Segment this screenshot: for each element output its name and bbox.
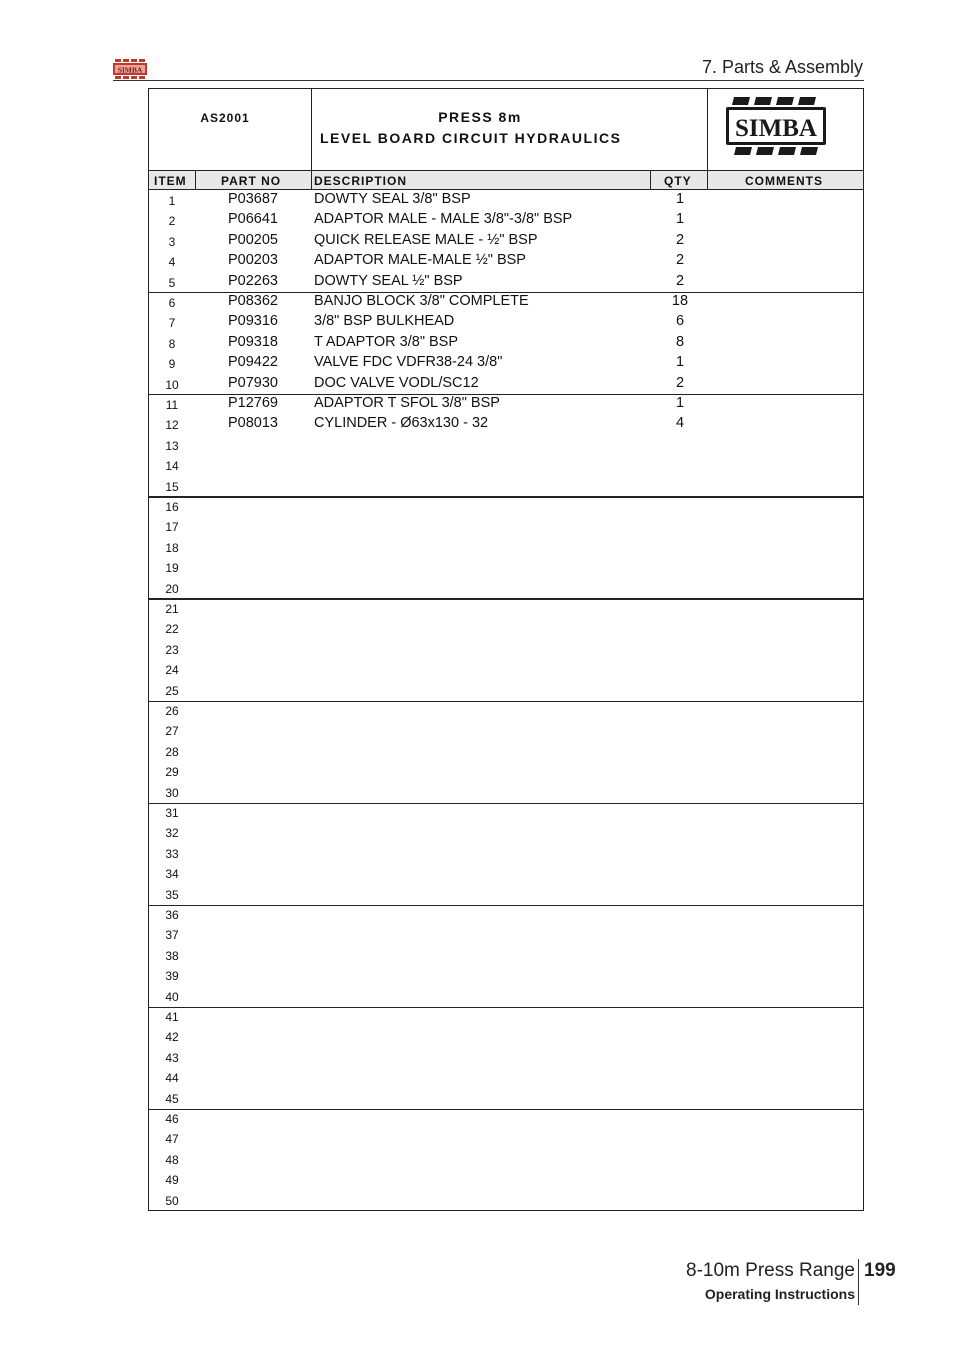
item-number: 46 <box>165 1112 179 1126</box>
item-number: 34 <box>165 867 179 882</box>
assembly-code: AS2001 <box>200 111 250 125</box>
column-header-qty: QTY <box>664 174 692 188</box>
item-number: 39 <box>165 969 179 984</box>
part-description: DOWTY SEAL 3/8" BSP <box>314 191 471 207</box>
footer-product-name: 8-10m Press Range <box>686 1260 855 1281</box>
item-number: 11 <box>165 398 179 412</box>
item-partno-divider <box>195 170 196 190</box>
part-quantity: 2 <box>675 272 685 289</box>
item-number: 48 <box>165 1152 179 1167</box>
group-separator <box>149 905 863 906</box>
item-number: 32 <box>165 826 179 841</box>
part-number: P09316 <box>228 313 278 330</box>
simba-logo-cell <box>708 89 863 170</box>
item-number: 44 <box>165 1071 179 1086</box>
part-quantity: 2 <box>675 374 685 391</box>
item-number: 47 <box>165 1132 179 1147</box>
part-quantity: 6 <box>675 313 685 330</box>
footer-divider <box>858 1259 859 1305</box>
item-number: 49 <box>165 1173 179 1188</box>
part-quantity: 2 <box>675 231 685 248</box>
item-number: 5 <box>168 275 176 290</box>
item-number: 45 <box>165 1091 179 1106</box>
part-number: P03687 <box>228 191 278 207</box>
part-description: BANJO BLOCK 3/8" COMPLETE <box>314 293 529 309</box>
item-number: 42 <box>165 1030 179 1045</box>
group-separator <box>149 496 863 498</box>
part-number: P02263 <box>228 272 278 289</box>
page-number: 199 <box>864 1260 896 1281</box>
item-number: 3 <box>168 234 176 249</box>
group-separator <box>149 1007 863 1008</box>
item-number: 21 <box>165 602 179 616</box>
assembly-code-cell <box>149 89 312 170</box>
item-number: 43 <box>165 1050 179 1065</box>
item-number: 17 <box>165 520 179 535</box>
item-number: 27 <box>165 724 179 739</box>
group-separator <box>149 803 863 804</box>
item-number: 38 <box>165 948 179 963</box>
item-number: 22 <box>165 622 179 637</box>
item-number: 29 <box>165 765 179 780</box>
part-description: 3/8" BSP BULKHEAD <box>314 313 455 330</box>
item-number: 1 <box>168 194 176 208</box>
item-number: 13 <box>165 438 179 453</box>
item-number: 36 <box>165 908 179 922</box>
item-number: 33 <box>165 846 179 861</box>
item-number: 28 <box>165 744 179 759</box>
part-quantity: 1 <box>675 191 685 207</box>
assembly-title-cell <box>312 89 708 170</box>
part-quantity: 18 <box>671 293 689 309</box>
item-number: 18 <box>165 540 179 555</box>
part-number: P00203 <box>228 252 278 269</box>
assembly-title-line1: PRESS 8m <box>438 109 522 125</box>
item-number: 50 <box>165 1193 179 1208</box>
part-description: QUICK RELEASE MALE - ½" BSP <box>314 231 538 248</box>
assembly-title-line2: LEVEL BOARD CIRCUIT HYDRAULICS <box>320 130 622 146</box>
item-number: 37 <box>165 928 179 943</box>
column-header-item: ITEM <box>154 174 187 188</box>
item-number: 9 <box>168 357 176 372</box>
part-description: ADAPTOR MALE - MALE 3/8"-3/8" BSP <box>314 211 573 228</box>
part-number: P09422 <box>228 354 278 371</box>
item-number: 8 <box>168 336 176 351</box>
column-header-part-no: PART NO <box>221 174 282 188</box>
item-number: 2 <box>168 214 176 229</box>
part-quantity: 4 <box>675 415 685 432</box>
item-number: 14 <box>165 459 179 474</box>
item-number: 6 <box>168 296 176 310</box>
item-number: 4 <box>168 255 176 270</box>
part-number: P08362 <box>228 293 278 309</box>
item-number: 31 <box>165 806 179 820</box>
group-separator <box>149 598 863 600</box>
part-description: VALVE FDC VDFR38-24 3/8" <box>314 354 503 371</box>
header-rule <box>113 80 864 81</box>
part-quantity: 1 <box>675 395 685 411</box>
part-description: CYLINDER - Ø63x130 - 32 <box>314 415 489 432</box>
part-quantity: 8 <box>675 333 685 350</box>
description-qty-divider <box>650 170 651 190</box>
small-logo-text: SIMBA <box>117 65 143 75</box>
item-number: 12 <box>165 418 179 433</box>
part-number: P08013 <box>228 415 278 432</box>
part-number: P12769 <box>228 395 278 411</box>
part-number: P00205 <box>228 231 278 248</box>
part-quantity: 2 <box>675 252 685 269</box>
footer-subtitle: Operating Instructions <box>704 1286 855 1302</box>
part-description: DOWTY SEAL ½" BSP <box>314 272 463 289</box>
column-header-row <box>149 170 863 190</box>
column-header-comments: COMMENTS <box>745 174 823 188</box>
part-description: ADAPTOR T SFOL 3/8" BSP <box>314 395 500 411</box>
item-number: 23 <box>165 642 179 657</box>
part-quantity: 1 <box>675 354 685 371</box>
item-number: 19 <box>165 561 179 576</box>
part-quantity: 1 <box>675 211 685 228</box>
item-number: 25 <box>165 683 179 698</box>
part-number: P09318 <box>228 333 278 350</box>
part-description: DOC VALVE VODL/SC12 <box>314 374 479 391</box>
item-number: 16 <box>165 500 179 514</box>
item-number: 26 <box>165 704 179 718</box>
column-header-description: DESCRIPTION <box>314 174 408 188</box>
item-number: 41 <box>165 1010 179 1024</box>
item-number: 35 <box>165 887 179 902</box>
item-number: 10 <box>165 377 179 392</box>
item-number: 24 <box>165 663 179 678</box>
item-number: 7 <box>168 316 176 331</box>
simba-small-logo <box>113 59 147 79</box>
part-description: ADAPTOR MALE-MALE ½" BSP <box>314 252 526 269</box>
group-separator <box>149 701 863 702</box>
section-title: 7. Parts & Assembly <box>701 57 863 77</box>
item-number: 15 <box>165 479 179 494</box>
qty-comments-divider <box>707 170 708 190</box>
part-description: T ADAPTOR 3/8" BSP <box>314 333 459 350</box>
part-number: P07930 <box>228 374 278 391</box>
partno-description-divider <box>311 170 312 190</box>
part-number: P06641 <box>228 211 278 228</box>
item-number: 20 <box>165 581 179 596</box>
group-separator <box>149 1109 863 1110</box>
simba-logo-text: SIMBA <box>735 115 817 142</box>
simba-logo <box>726 95 826 159</box>
item-number: 30 <box>165 785 179 800</box>
item-number: 40 <box>165 989 179 1004</box>
